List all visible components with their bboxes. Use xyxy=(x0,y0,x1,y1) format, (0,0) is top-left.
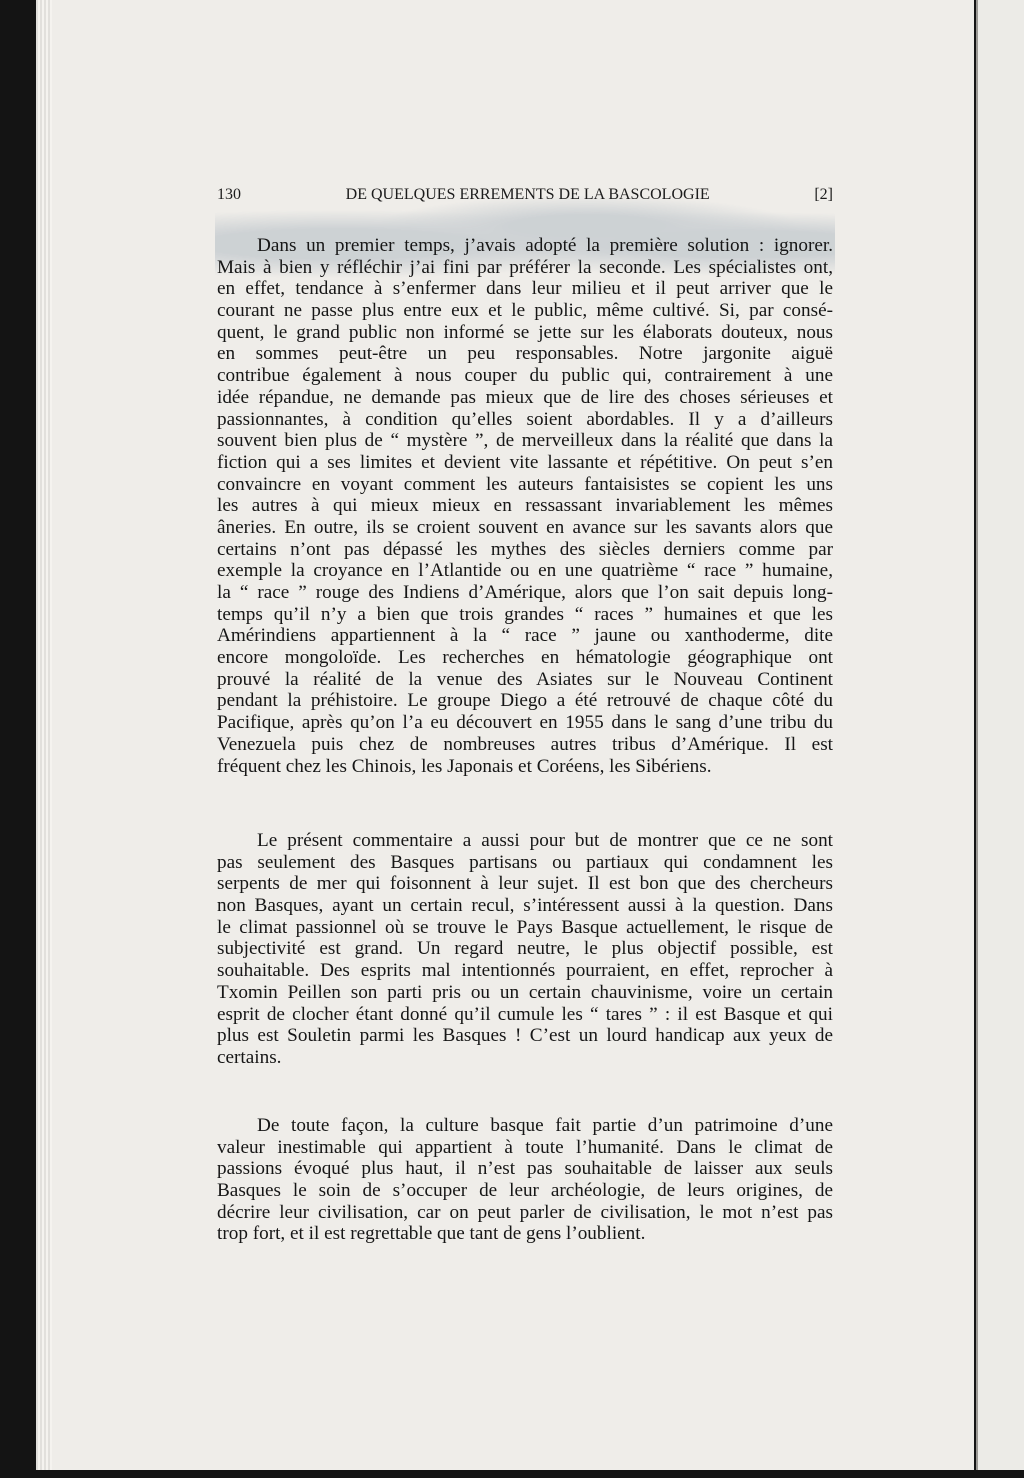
text-line: Le présent commentaire a aussi pour but de montrer que ce ne sont xyxy=(257,830,833,851)
text-line: fiction qui a ses limites et devient vite lassante et répétitive. On peut s’en xyxy=(217,451,833,473)
text-line: encore mongoloïde. Les recherches en hématologie géographique ont xyxy=(217,647,833,669)
text-line: souhaitable. Des esprits mal intentionnés pourraient, en effet, reprocher à xyxy=(217,960,833,982)
text-line: plus est Souletin parmi les Basques ! C’est un lourd handicap aux yeux de xyxy=(217,1025,833,1047)
text-line: contribue également à nous couper du public qui, contrairement à une xyxy=(217,365,833,387)
text-line: passionnantes, à condition qu’elles soient abordables. Il y a d’ailleurs xyxy=(217,408,833,430)
text-line: souvent bien plus de “ mystère ”, de merveilleux dans la réalité que dans la xyxy=(217,430,833,452)
paragraph-1 xyxy=(217,235,833,777)
text-line: Dans un premier temps, j’avais adopté la première solution : ignorer. xyxy=(257,235,833,256)
text-line: pas seulement des Basques partisans ou partiaux qui condamnent les xyxy=(217,851,833,873)
text-line: courant ne passe plus entre eux et le public, même cultivé. Si, par consé- xyxy=(217,300,833,322)
text-line: Basques le soin de s’occuper de leur archéologie, de leurs origines, de xyxy=(217,1180,833,1202)
text-line: quent, le grand public non informé se jette sur les élaborats douteux, nous xyxy=(217,321,833,343)
text-line: Amérindiens appartiennent à la “ race ” jaune ou xanthoderme, dite xyxy=(217,625,833,647)
text-line: temps qu’il n’y a bien que trois grandes “ races ” humaines et que les xyxy=(217,603,833,625)
text-line: décrire leur civilisation, car on peut parler de civilisation, le mot n’est pas xyxy=(217,1201,833,1223)
page-edges xyxy=(36,0,52,1470)
text-line: certains. xyxy=(217,1046,282,1068)
text-line: certains n’ont pas dépassé les mythes des siècles derniers comme par xyxy=(217,538,833,560)
text-line: passions évoqué plus haut, il n’est pas souhaitable de laisser aux seuls xyxy=(217,1158,833,1180)
text-line: Mais à bien y réfléchir j’ai fini par préférer la seconde. Les spécialistes ont, xyxy=(217,256,833,278)
text-line: pendant la préhistoire. Le groupe Diego a été retrouvé de chaque côté du xyxy=(217,690,833,712)
text-line: le climat passionnel où se trouve le Pays Basque actuellement, le risque de xyxy=(217,916,833,938)
paragraph-3 xyxy=(217,1115,833,1245)
text-line: Txomin Peillen son parti pris ou un certain chauvinisme, voire un certain xyxy=(217,981,833,1003)
text-line: Venezuela puis chez de nombreuses autres tribus d’Amérique. Il est xyxy=(217,733,833,755)
page-number: 130 xyxy=(217,186,241,203)
text-line: fréquent chez les Chinois, les Japonais et Coréens, les Sibériens. xyxy=(217,755,712,777)
text-line: en sommes peut-être un peu responsables. Notre jargonite aiguë xyxy=(217,343,833,365)
text-line: serpents de mer qui foisonnent à leur sujet. Il est bon que des chercheurs xyxy=(217,873,833,895)
text-line: la “ race ” rouge des Indiens d’Amérique, alors que l’on sait depuis long- xyxy=(217,582,833,603)
text-line: idée répandue, ne demande pas mieux que de lire des choses sérieuses et xyxy=(217,386,833,408)
text-line: âneries. En outre, ils se croient souvent en avance sur les savants alors que xyxy=(217,516,833,538)
text-line: subjectivité est grand. Un regard neutre, le plus objectif possible, est xyxy=(217,938,833,960)
text-line: non Basques, ayant un certain recul, s’intéressent aussi à la question. Dans xyxy=(217,895,833,917)
paragraph-2 xyxy=(217,830,833,1069)
text-line: convaincre en voyant comment les auteurs fantaisistes se copient les uns xyxy=(217,473,833,495)
text-line: exemple la croyance en l’Atlantide ou en une quatrième “ race ” humaine, xyxy=(217,560,833,582)
text-line: Pacifique, après qu’on l’a eu découvert en 1955 dans le sang d’une tribu du xyxy=(217,712,833,734)
section-number: [2] xyxy=(814,186,833,203)
text-line: De toute façon, la culture basque fait partie d’un patrimoine d’une xyxy=(257,1115,833,1136)
text-line: esprit de clocher étant donné qu’il cumule les “ tares ” : il est Basque et qui xyxy=(217,1003,833,1025)
text-line: les autres à qui mieux mieux en ressassant invariablement les mêmes xyxy=(217,495,833,517)
text-line: en effet, tendance à s’enfermer dans leur milieu et il peut arriver que le xyxy=(217,278,833,300)
running-title: DE QUELQUES ERREMENTS DE LA BASCOLOGIE xyxy=(345,186,710,203)
text-line: prouvé la réalité de la venue des Asiates sur le Nouveau Continent xyxy=(217,668,833,690)
running-header xyxy=(217,186,833,204)
text-line: trop fort, et il est regrettable que tant de gens l’oublient. xyxy=(217,1223,646,1245)
facing-page-edge xyxy=(976,0,1024,1470)
text-line: valeur inestimable qui appartient à toute l’humanité. Dans le climat de xyxy=(217,1136,833,1158)
